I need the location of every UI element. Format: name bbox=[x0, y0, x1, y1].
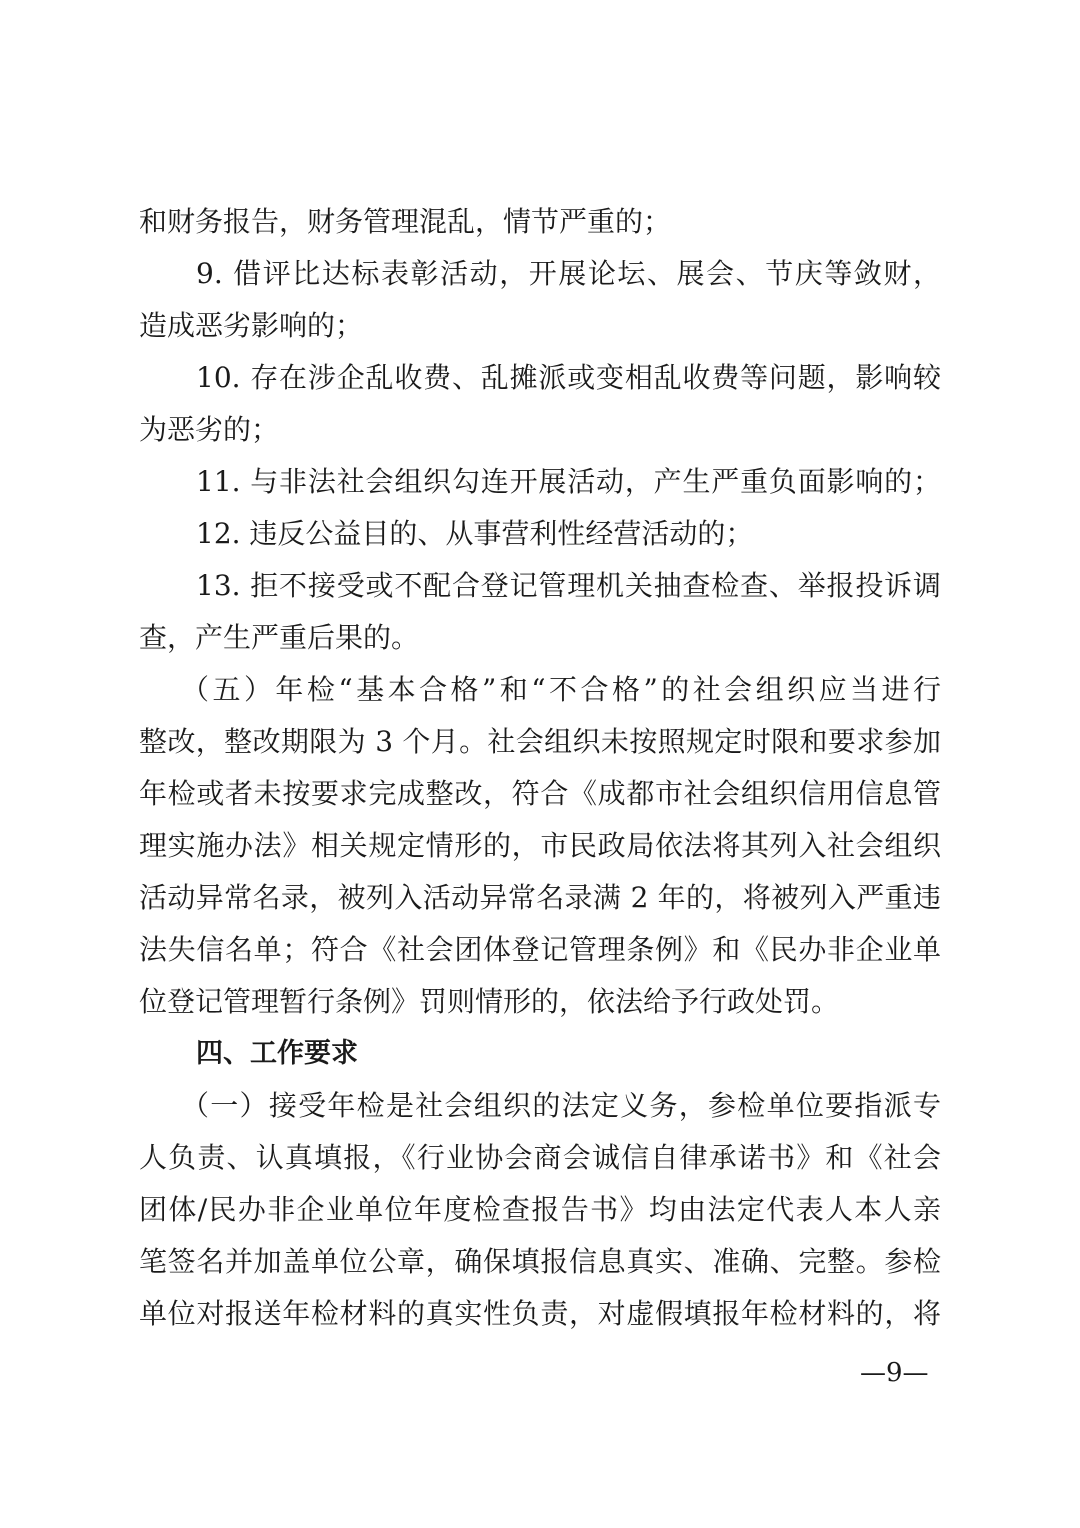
text-line: 造成恶劣影响的； bbox=[139, 309, 364, 342]
page-number: —9— bbox=[860, 1358, 929, 1388]
text-line: 为恶劣的； bbox=[139, 413, 280, 446]
text-line: 年检或者未按要求完成整改，符合《成都市社会组织信用信息管 bbox=[139, 777, 941, 810]
paragraph-five-start: （五）年检“基本合格”和“不合格”的社会组织应当进行 bbox=[181, 673, 941, 706]
list-item-11: 11. 与非法社会组织勾连开展活动，产生严重负面影响的； bbox=[196, 465, 941, 498]
text-line: 位登记管理暂行条例》罚则情形的，依法给予行政处罚。 bbox=[139, 985, 840, 1018]
paragraph-one-start: （一）接受年检是社会组织的法定义务，参检单位要指派专 bbox=[181, 1089, 941, 1122]
body-text bbox=[139, 196, 941, 1340]
text-line: 查，产生严重后果的。 bbox=[139, 621, 420, 654]
text-line: 活动异常名录，被列入活动异常名录满 2 年的，将被列入严重违 bbox=[139, 881, 941, 914]
text-line: 人负责、认真填报，《行业协会商会诚信自律承诺书》和《社会 bbox=[139, 1141, 941, 1174]
list-item-9: 9. 借评比达标表彰活动，开展论坛、展会、节庆等敛财， bbox=[196, 257, 941, 290]
text-line: 和财务报告，财务管理混乱，情节严重的； bbox=[139, 205, 672, 238]
list-item-12: 12. 违反公益目的、从事营利性经营活动的； bbox=[196, 517, 754, 550]
text-line: 整改，整改期限为 3 个月。社会组织未按照规定时限和要求参加 bbox=[139, 725, 941, 758]
list-item-10: 10. 存在涉企乱收费、乱摊派或变相乱收费等问题，影响较 bbox=[196, 361, 941, 394]
text-line: 单位对报送年检材料的真实性负责，对虚假填报年检材料的，将 bbox=[139, 1297, 941, 1330]
text-line: 团体/民办非企业单位年度检查报告书》均由法定代表人本人亲 bbox=[139, 1193, 941, 1226]
section-heading: 四、工作要求 bbox=[196, 1038, 358, 1069]
list-item-13: 13. 拒不接受或不配合登记管理机关抽查检查、举报投诉调 bbox=[196, 569, 941, 602]
text-line: 理实施办法》相关规定情形的，市民政局依法将其列入社会组织 bbox=[139, 829, 941, 862]
text-line: 法失信名单；符合《社会团体登记管理条例》和《民办非企业单 bbox=[139, 933, 941, 966]
text-line: 笔签名并加盖单位公章，确保填报信息真实、准确、完整。参检 bbox=[139, 1245, 941, 1278]
